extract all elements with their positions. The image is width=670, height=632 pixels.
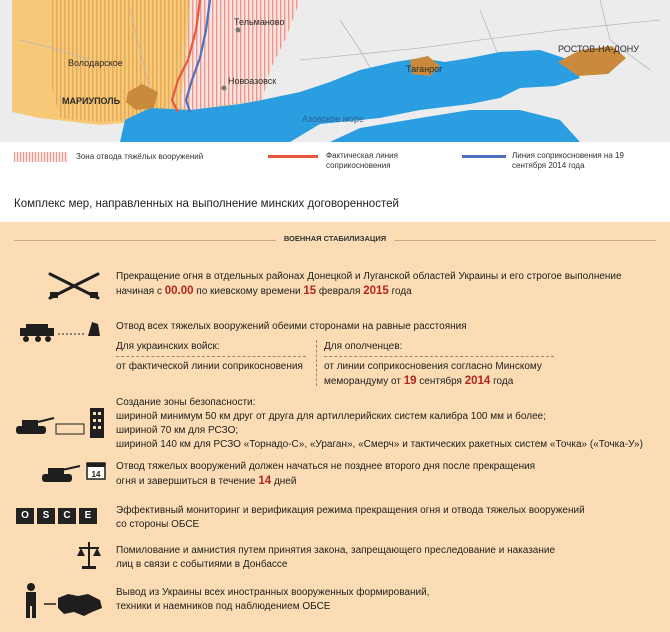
osce-letter-c: C (58, 508, 76, 524)
safety-zone-line2: шириной минимум 50 км друг от друга для артиллерийских систем калибра 100 мм и более; (116, 411, 546, 422)
militia-divider (324, 356, 554, 357)
ceasefire-month: февраля (318, 286, 361, 297)
map (0, 0, 670, 142)
legend-actual-line-label: Фактическая линия соприкосновения (326, 151, 398, 170)
monitoring-item (116, 504, 656, 532)
ceasefire-year: 2015 (363, 285, 389, 297)
osce-letter-e: E (79, 508, 97, 524)
zone-swatch (14, 152, 68, 162)
amnesty-line2: лиц в связи с событиями в Донбассе (116, 559, 288, 570)
monitoring-line1: Эффективный мониторинг и верификация режима прекращения огня и отвода тяжелых вооружений (116, 505, 585, 516)
foreign-troops-item (116, 586, 656, 614)
ua-troops-heading: Для украинских войск: (116, 341, 220, 352)
city-volodarskoe-label: Володарское (68, 58, 123, 68)
legend-zone-label: Зона отвода тяжёлых вооружений (76, 152, 204, 161)
scales-of-justice-icon (76, 540, 102, 570)
safety-zone-line4: шириной 140 км для РСЗО «Торнадо-С», «Ураган», «Смерч» и тактических ракетных систем «Точка» («Точка-У») (116, 439, 643, 450)
city-dot-telmanovo (236, 28, 241, 33)
soldier-icon (20, 582, 42, 618)
page-title: Комплекс мер, направленных на выполнение минских договоренностей (14, 198, 399, 210)
line-2014-swatch (462, 155, 506, 158)
calendar-number: 14 (91, 470, 101, 479)
militia-text (324, 360, 654, 389)
foreign-line2: техники и наемников под наблюдением ОБСЕ (116, 601, 331, 612)
city-telmanovo-label: Тельманово (234, 17, 285, 27)
section-title: ВОЕННАЯ СТАБИЛИЗАЦИЯ (283, 234, 387, 243)
foreign-line1: Вывод из Украины всех иностранных вооруженных формирований, (116, 587, 430, 598)
osce-letter-o: O (16, 508, 34, 524)
safety-zone-item (116, 396, 664, 452)
ceasefire-pre: начиная с (116, 286, 162, 297)
city-novoazovsk-label: Новоазовск (228, 76, 277, 86)
section-divider-right (394, 240, 656, 241)
ceasefire-day: 15 (303, 285, 317, 297)
crossed-rifles-icon (46, 270, 102, 302)
city-taganrog-label: Таганрог (406, 64, 443, 74)
monitoring-line2: со стороны ОБСЕ (116, 519, 200, 530)
militia-text-line1: от линии соприкосновения согласно Минскому (324, 361, 542, 372)
militia-post: года (493, 376, 514, 387)
amnesty-item (116, 544, 656, 572)
start-withdrawal-post: дней (273, 476, 297, 487)
missile-launcher-icon (14, 320, 104, 344)
ceasefire-time: 00.00 (164, 285, 194, 297)
ua-troops-text: от фактической линии соприкосновения (116, 361, 303, 372)
militia-day: 19 (403, 375, 417, 387)
artillery-icon (12, 406, 106, 442)
start-withdrawal-item (116, 460, 656, 489)
building-icon (90, 408, 104, 438)
withdrawal-vertical-divider (316, 340, 317, 386)
map-legend (0, 142, 670, 182)
ceasefire-post: года (391, 286, 412, 297)
safety-zone-line1: Создание зоны безопасности: (116, 397, 256, 408)
start-withdrawal-days: 14 (258, 475, 272, 487)
militia-pre: меморандуму от (324, 376, 401, 387)
militia-month: сентября (419, 376, 462, 387)
sea-label: Азовское море (302, 114, 364, 124)
start-withdrawal-line1: Отвод тяжелых вооружений должен начаться не позднее второго дня после прекращения (116, 461, 536, 472)
ceasefire-mid: по киевскому времени (196, 286, 301, 297)
ceasefire-line1: Прекращение огня в отдельных районах Донецкой и Луганской областей Украины и его строгое выполнение (116, 271, 622, 282)
osce-letter-s: S (37, 508, 55, 524)
ukraine-map-icon (44, 590, 106, 618)
start-withdrawal-pre: огня и завершиться в течение (116, 476, 256, 487)
ceasefire-item (116, 270, 656, 299)
legend-line-2014-label: Линия соприкосновения на 19 сентября 2014 года (512, 151, 624, 170)
militia-year: 2014 (464, 375, 491, 387)
ua-divider (116, 356, 306, 357)
city-mariupol-label: МАРИУПОЛЬ (62, 96, 121, 106)
safety-zone-line3: шириной 70 км для РСЗО; (116, 425, 239, 436)
measures-panel (0, 222, 670, 632)
city-dot-novoazovsk (222, 86, 227, 91)
osce-logo (16, 508, 97, 524)
withdrawal-item: Отвод всех тяжелых вооружений обеими сторонами на равные расстояния (116, 321, 467, 332)
amnesty-line1: Помилование и амнистия путем принятия закона, запрещающего преследование и наказание (116, 545, 556, 556)
militia-heading: Для ополченцев: (324, 341, 403, 352)
city-rostov-label: РОСТОВ-НА-ДОНУ (558, 44, 639, 54)
calendar-icon (86, 460, 106, 480)
actual-line-swatch (268, 155, 318, 158)
